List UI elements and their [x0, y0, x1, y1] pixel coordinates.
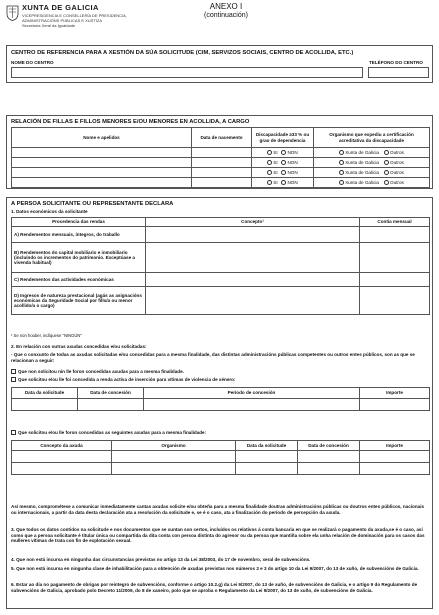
income-b-amount-input[interactable]	[360, 243, 430, 273]
col-income-source: Procedencia das rendas	[12, 218, 146, 227]
col-aid-concept: Concepto da axuda	[12, 441, 112, 451]
declaration-section	[6, 197, 433, 609]
center-phone-input[interactable]	[368, 67, 429, 78]
annex-subtitle: (continuación)	[204, 12, 248, 20]
income-footnote: ¹ Se non houber, indíquese "NINGÚN"	[11, 333, 82, 338]
income-a-concept-input[interactable]	[146, 227, 360, 243]
organism-xunta-radio[interactable]	[339, 180, 344, 185]
income-d-amount-input[interactable]	[360, 287, 430, 315]
aid-concept-input[interactable]	[12, 463, 112, 475]
declaration-title: A PERSOA SOLICITANTE OU REPRESENTANTE DECLARA	[11, 201, 174, 207]
disability-yes-radio[interactable]	[267, 160, 272, 165]
organism-cell: Xunta de Galicia Outros	[314, 178, 430, 188]
child-row	[12, 158, 430, 168]
income-d-concept-input[interactable]	[146, 287, 360, 315]
child-birth-input[interactable]	[192, 168, 252, 178]
income-row-d	[12, 287, 430, 315]
aid-amount-input[interactable]	[360, 463, 430, 475]
organism-other-radio[interactable]	[384, 180, 389, 185]
col-grant-period: Período de concesión	[144, 388, 360, 399]
income-a-label: A) Rendementos mensuais, íntegros, do traballo	[12, 227, 146, 243]
dept-line-1: VICEPRESIDENCIA E CONSELLERÍA DE PRESIDENCIA,	[22, 13, 127, 18]
col-grant-date: Data de concesión	[78, 388, 144, 399]
col-amount: Importe	[360, 388, 430, 399]
xunta-logo	[6, 4, 186, 30]
request-date-input[interactable]	[12, 399, 78, 411]
col-organism: Organismo que expediu a certificación acreditativa da discapacidade	[314, 128, 430, 148]
other-aid-heading: 2. En relación con outras axudas concedidas e/ou solicitadas:	[11, 344, 147, 349]
other-aid-text: - Que o conxunto de todas as axudas solicitadas e/ou concedidas para a mesma finalidade, das distintas administracións públicas competentes ou outros entes públicos, son as que se relacionan a seguir:	[11, 352, 415, 363]
active-income-checkbox[interactable]	[11, 377, 16, 382]
aid-grant-date-input[interactable]	[298, 451, 360, 463]
organism-cell: Xunta de Galicia Outros	[314, 148, 430, 158]
income-table	[11, 217, 430, 315]
child-row	[12, 178, 430, 188]
organism-other-radio[interactable]	[384, 160, 389, 165]
income-b-concept-input[interactable]	[146, 243, 360, 273]
col-aid-organism: Organismo	[112, 441, 236, 451]
col-aid-amount: Importe	[360, 441, 430, 451]
reference-center-title: CENTRO DE REFERENCIA PARA A XESTIÓN DA SÚA SOLICITUDE (CIM, SERVIZOS SOCIAIS, CENTRO DE ACOLLIDA, ETC.)	[11, 50, 354, 56]
dept-line-3: Secretaría Xeral da Igualdade	[22, 23, 76, 28]
col-request-date: Data da solicitude	[12, 388, 78, 399]
disability-yes-radio[interactable]	[267, 150, 272, 155]
child-name-input[interactable]	[12, 148, 192, 158]
disability-cell: SI NON	[252, 168, 314, 178]
disability-no-radio[interactable]	[281, 160, 286, 165]
col-disability: Discapacidade ≥33 % ou grao de dependencia	[252, 128, 314, 148]
no-aid-checkbox[interactable]	[11, 369, 16, 374]
children-table	[11, 127, 430, 188]
aid-request-date-input[interactable]	[236, 463, 298, 475]
child-name-input[interactable]	[12, 168, 192, 178]
brand-name: XUNTA DE GALICIA	[22, 3, 99, 12]
organism-cell: Xunta de Galicia Outros	[314, 158, 430, 168]
coat-of-arms-icon	[6, 5, 19, 21]
income-c-concept-input[interactable]	[146, 273, 360, 287]
other-aid-option: Que solicitou e/ou lle foron concedidas as seguintes axudas para a mesma finalidade:	[11, 430, 206, 436]
center-name-label: NOME DO CENTRO	[11, 60, 54, 65]
active-income-option: Que solicitou e/ou lle foi concedida a renda activa de inserción para vítimas de violencia de xénero:	[11, 377, 236, 383]
income-b-label: B) Rendementos do capital mobiliario e inmobiliario (incluíndo os incrementos do patrimonio. Exceptúase a vivenda habitual)	[12, 243, 146, 273]
disability-cell: SI NON	[252, 148, 314, 158]
center-name-input[interactable]	[11, 67, 363, 78]
child-birth-input[interactable]	[192, 178, 252, 188]
col-aid-grant-date: Data de concesión	[298, 441, 360, 451]
aid-grant-date-input[interactable]	[298, 463, 360, 475]
col-income-concept: Concepto¹	[146, 218, 360, 227]
income-row-a	[12, 227, 430, 243]
center-phone-label: TELÉFONO DO CENTRO	[369, 60, 423, 65]
disability-yes-radio[interactable]	[267, 170, 272, 175]
commitment-text: Así mesmo, comprométese a comunicar inmediatamente cantas axudas solicite e/ou obteña para a mesma finalidade doutras administracións públicas ou doutros entes públicos, nacionais ou internacionais, a partir da data desta declaración ata a resolución da solicitude e, se é o caso, ata a finalización do período de percepción da axuda.	[11, 504, 425, 515]
col-name: Nome e apelidos	[12, 128, 192, 148]
income-row-b	[12, 243, 430, 273]
col-income-amount: Contía mensual	[360, 218, 430, 227]
disability-no-radio[interactable]	[281, 170, 286, 175]
aid-concept-input[interactable]	[12, 451, 112, 463]
income-c-label: C) Rendementos das actividades económicas	[12, 273, 146, 287]
col-aid-request-date: Data da solicitude	[236, 441, 298, 451]
grant-date-input[interactable]	[78, 399, 144, 411]
annex-title: ANEXO I	[209, 2, 243, 11]
other-aid-checkbox[interactable]	[11, 430, 16, 435]
economic-data-heading: 1. Datos económicos da solicitante	[11, 209, 88, 214]
disability-no-radio[interactable]	[281, 150, 286, 155]
child-name-input[interactable]	[12, 178, 192, 188]
organism-xunta-radio[interactable]	[339, 160, 344, 165]
income-row-c	[12, 273, 430, 287]
organism-cell: Xunta de Galicia Outros	[314, 168, 430, 178]
organism-xunta-radio[interactable]	[339, 150, 344, 155]
declaration-item-3: 3. Que todos os datos contidos na solicitude e nos documentos que se xuntan son certos, incluídos os relativos á conta bancaria en que se realizará o pagamento da axuda,se é o caso, así como que a persoa solicitante é titular única ou compartida da dita conta con persoa distinta do agresor ou da persoa que mantiña sobre ela unha relación de dominación para os casos das mulleres vítimas de trata con fin de explotación sexual.	[11, 527, 425, 544]
organism-other-radio[interactable]	[384, 170, 389, 175]
income-c-amount-input[interactable]	[360, 273, 430, 287]
disability-yes-radio[interactable]	[267, 180, 272, 185]
declaration-item-4: 4. Que non está incursa en ningunha das circunstancias previstas no artigo 13 da Lei 38/2003, do 17 de novembro, xeral de subvencións.	[11, 557, 311, 562]
child-row	[12, 148, 430, 158]
declaration-item-5: 5. Que non está incursa en ningunha clase de inhabilitación para a obtención de axudas previstas nos números 2 e 3 do artigo 10 da Lei 9/2007, do 13 de xuño, de subvencións de Galicia.	[11, 566, 419, 571]
children-section	[6, 115, 433, 189]
grant-period-input[interactable]	[144, 399, 360, 411]
other-aid-table	[11, 440, 430, 475]
income-a-amount-input[interactable]	[360, 227, 430, 243]
other-aid-row	[12, 451, 430, 463]
amount-input[interactable]	[360, 399, 430, 411]
aid-organism-input[interactable]	[112, 451, 236, 463]
organism-other-radio[interactable]	[384, 150, 389, 155]
annex-heading	[186, 2, 266, 20]
active-income-row	[12, 399, 430, 411]
children-section-title: RELACIÓN DE FILLAS E FILLOS MENORES E/OU MENORES EN ACOLLIDA, A CARGO	[11, 119, 250, 125]
no-aid-option: Que non solicitou nin lle foron concedidas axudas para a mesma finalidade.	[11, 369, 184, 375]
child-birth-input[interactable]	[192, 148, 252, 158]
child-birth-input[interactable]	[192, 158, 252, 168]
disability-cell: SI NON	[252, 158, 314, 168]
dept-line-2: ADMINISTRACIÓNS PÚBLICAS E XUSTIZA	[22, 18, 103, 23]
declaration-item-6: 6. Estar ao día no pagamento de obrigas por reintegro de subvencións, conforme o artigo 10.2.g) da Lei 9/2007, do 13 de xuño, de subvencións de Galicia, e o artigo 9 do Regulamento de subvencións de Galicia, aprobado polo Decreto 11/2009, do 8 de xaneiro, polo que se aproba o Regulamento da Lei 9/2007, do 13 de xuño, de subvencións de Galicia.	[11, 582, 418, 593]
disability-cell: SI NON	[252, 178, 314, 188]
child-row	[12, 168, 430, 178]
col-birth: Data de nacemento	[192, 128, 252, 148]
disability-no-radio[interactable]	[281, 180, 286, 185]
aid-organism-input[interactable]	[112, 463, 236, 475]
other-aid-row	[12, 463, 430, 475]
organism-xunta-radio[interactable]	[339, 170, 344, 175]
active-income-table	[11, 387, 430, 411]
child-name-input[interactable]	[12, 158, 192, 168]
income-d-label: D) Ingresos de natureza prestacional (agás as asignacións económicas da Seguridade Social por fillo/a ou menor acollido/a o cargo)	[12, 287, 146, 315]
aid-request-date-input[interactable]	[236, 451, 298, 463]
reference-center-section	[6, 45, 433, 83]
aid-amount-input[interactable]	[360, 451, 430, 463]
